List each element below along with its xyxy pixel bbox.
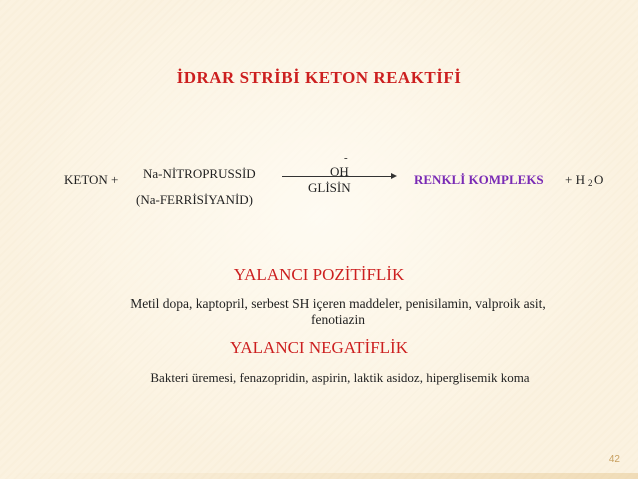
- false-negative-heading: YALANCI NEGATİFLİK: [229, 338, 408, 357]
- product-plus-h: + H: [565, 172, 585, 187]
- reactant-nitroprussid: Na-NİTROPRUSSİD: [143, 166, 256, 181]
- false-positive-line2: fenotiazin: [311, 312, 365, 327]
- slide-title: İDRAR STRİBİ KETON REAKTİFİ: [176, 68, 462, 87]
- reactant-ferrisiyanid: (Na-FERRİSİYANİD): [136, 192, 253, 207]
- false-positive-heading: YALANCI POZİTİFLİK: [233, 265, 405, 284]
- condition-oh: OH: [330, 164, 349, 179]
- water-subscript: 2: [588, 178, 593, 188]
- false-negative-text: Bakteri üremesi, fenazopridin, aspirin, laktik asidoz, hiperglisemik koma: [150, 370, 530, 385]
- product-renkli-kompleks: RENKLİ KOMPLEKS: [414, 172, 544, 187]
- footer-bar: [0, 473, 638, 479]
- false-positive-line1: Metil dopa, kaptopril, serbest SH içeren maddeler, penisilamin, valproik asit,: [130, 296, 546, 311]
- reactant-keton: KETON +: [64, 172, 119, 187]
- false-positive-text: [58, 296, 618, 328]
- condition-glisin: GLİSİN: [308, 180, 351, 195]
- water-o: O: [594, 172, 604, 187]
- condition-oh-charge: -: [344, 152, 348, 164]
- page-number: 42: [608, 454, 620, 465]
- reaction-arrow-head: [391, 173, 397, 179]
